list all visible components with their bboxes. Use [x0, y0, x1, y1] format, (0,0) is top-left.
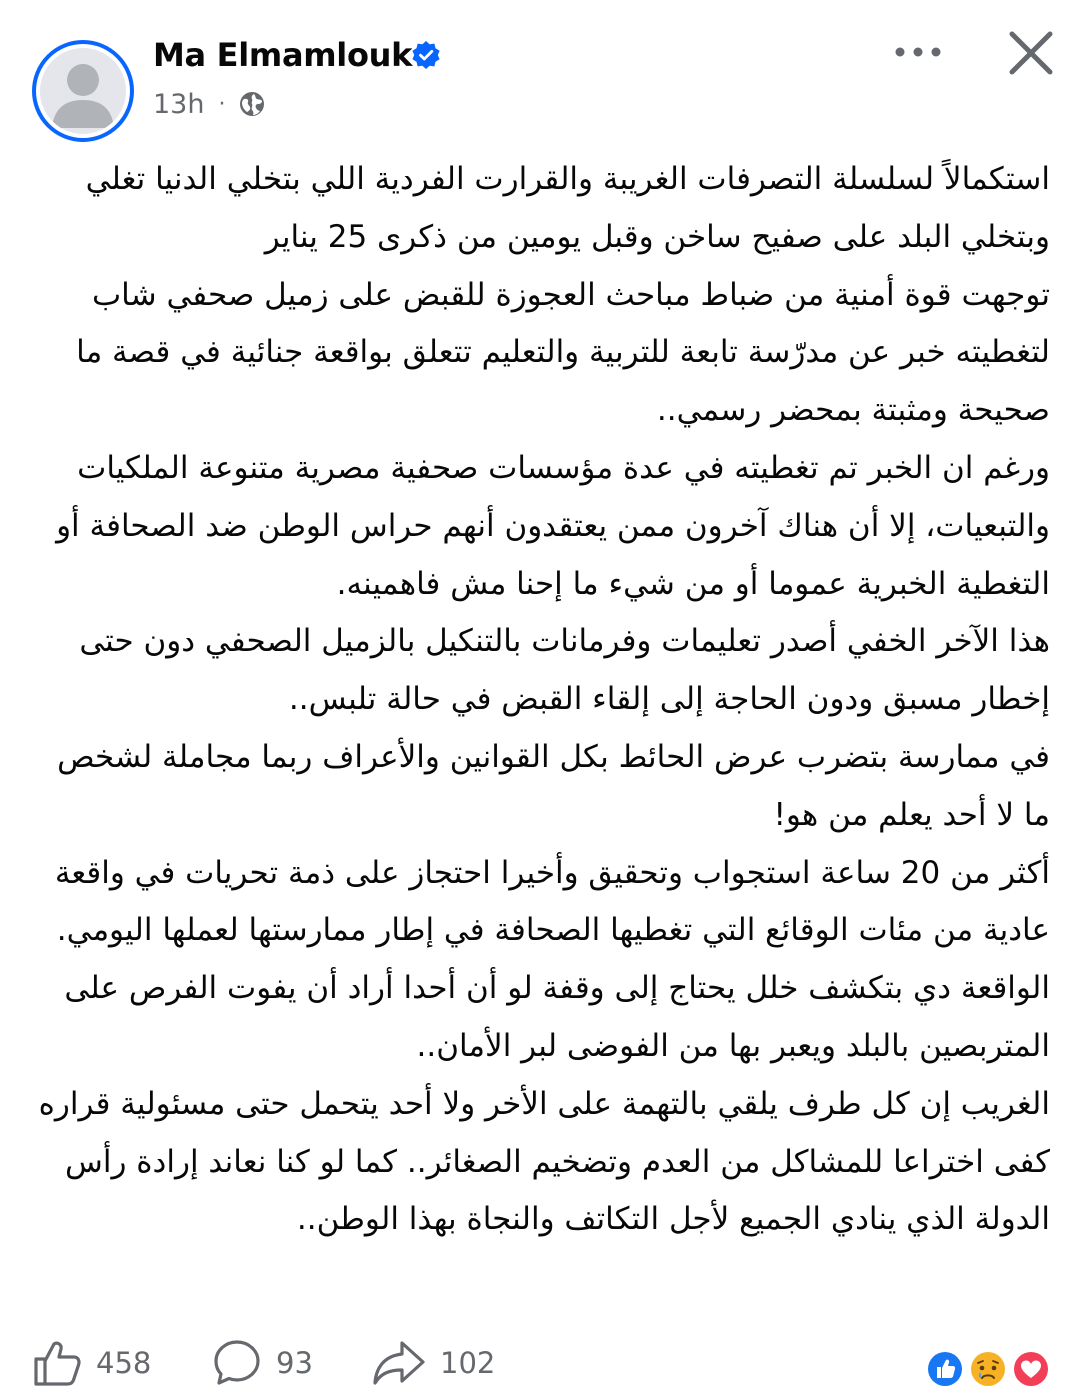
verified-badge-icon [411, 40, 441, 70]
share-icon [372, 1338, 426, 1388]
post-time[interactable]: 13h [153, 88, 205, 120]
love-reaction-icon [1012, 1350, 1050, 1388]
comment-button[interactable] [212, 1335, 313, 1391]
post-meta [153, 86, 265, 122]
like-count: 458 [96, 1346, 152, 1380]
post-paragraph: كفى اختراعا للمشاكل من العدم وتضخيم الصغائر.. كما لو كنا نعاند إرادة رأس الدولة الذي ينادي الجميع لأجل التكاتف والنجاة بهذا الوطن.. [65, 1143, 1050, 1238]
comment-icon [212, 1338, 262, 1388]
post-paragraph: الغريب إن كل طرف يلقي بالتهمة على الأخر ولا أحد يتحمل حتى مسئولية قراره [38, 1085, 1050, 1122]
sad-reaction-icon [969, 1350, 1007, 1388]
meta-separator: · [218, 91, 226, 117]
close-icon[interactable] [1008, 30, 1054, 76]
like-button[interactable] [32, 1335, 151, 1391]
share-button[interactable] [372, 1335, 495, 1391]
post-actions-bar [0, 1335, 1080, 1391]
post-paragraph: أكثر من 20 ساعة استجواب وتحقيق وأخيرا احتجاز على ذمة تحريات في واقعة عادية من مئات الوقائع التي تغطيها الصحافة في إطار ممارستها لعملها اليومي. [54, 854, 1050, 949]
post-paragraph: في ممارسة بتضرب عرض الحائط بكل القوانين والأعراف ربما مجاملة لشخص ما لا أحد يعلم من هو! [57, 738, 1050, 833]
post-paragraph: ورغم ان الخبر تم تغطيته في عدة مؤسسات صحفية مصرية متنوعة الملكيات والتبعيات، إلا أن هناك آخرون ممن يعتقدون أنهم حراس الوطن ضد الصحافة أو التغطية الخبرية عموما أو من شيء ما إحنا مش فاهمينه. [56, 449, 1050, 602]
comment-count: 93 [276, 1346, 313, 1380]
like-reaction-icon [926, 1350, 964, 1388]
post-paragraph: هذا الآخر الخفي أصدر تعليمات وفرمانات بالتنكيل بالزميل الصحفي دون حتى إخطار مسبق ودون الحاجة إلى إلقاء القبض في حالة تلبس.. [79, 623, 1050, 718]
default-avatar-icon [40, 48, 126, 134]
more-options-icon[interactable] [893, 44, 943, 60]
post-paragraph: توجهت قوة أمنية من ضباط مباحث العجوزة للقبض على زميل صحفي شاب لتغطيته خبر عن مدرّسة تابعة للتربية والتعليم تتعلق بواقعة جنائية في قصة ما صحيحة ومثبتة بمحضر رسمي.. [76, 276, 1050, 429]
post-paragraph: الواقعة دي بتكشف خلل يحتاج إلى وقفة لو أن أحدا أراد أن يفوت الفرص على المتربصين بالبلد ويعبر بها من الفوضى لبر الأمان.. [64, 970, 1050, 1064]
thumbs-up-icon [32, 1338, 82, 1388]
post-paragraph: استكمالاً لسلسلة التصرفات الغريبة والقرارت الفردية اللي بتخلي الدنيا تغلي وبتخلي البلد على صفيح ساخن وقبل يومين من ذكرى 25 يناير [85, 161, 1050, 255]
reactions-summary[interactable] [924, 1348, 1054, 1390]
share-count: 102 [440, 1346, 496, 1380]
post-body [30, 151, 1050, 1249]
author-name[interactable]: Ma Elmamlouk [153, 36, 413, 74]
globe-icon [239, 91, 265, 117]
author-avatar[interactable] [32, 40, 134, 142]
